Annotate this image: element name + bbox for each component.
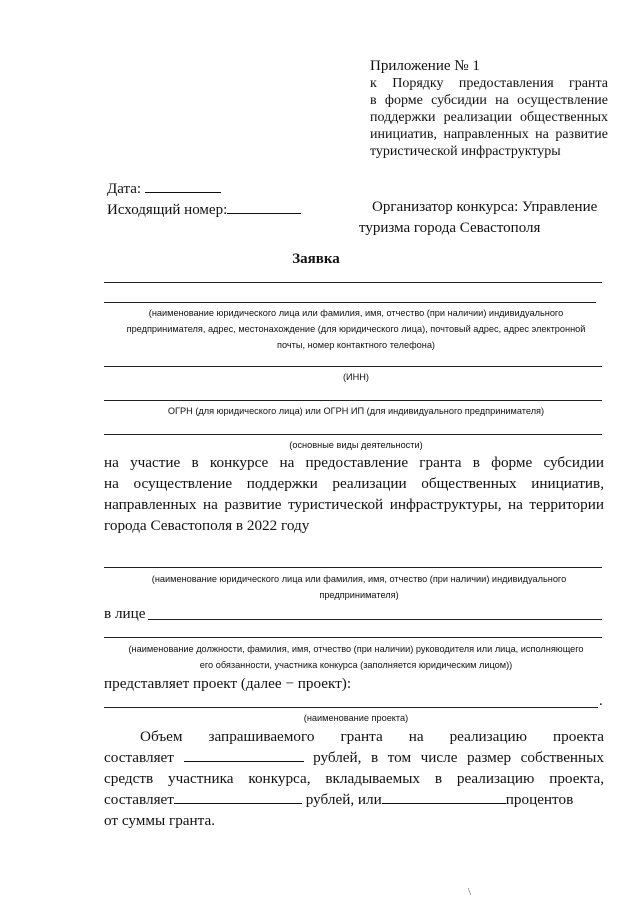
outgoing-number-blank[interactable] — [227, 199, 301, 214]
text-fragment: составляет — [104, 791, 174, 808]
outgoing-number-field — [107, 199, 301, 219]
caption-line: (наименование юридического лица или фамилия, имя, отчество (при наличии) индивидуального — [151, 574, 567, 584]
project-name-blank-line[interactable] — [104, 707, 598, 708]
paragraph-line: Объем запрашиваемого гранта на реализацию проекта — [140, 728, 604, 745]
activities-caption: (основные виды деятельности) — [289, 440, 423, 450]
organizer-line-1: Организатор конкурса: Управление — [372, 199, 598, 215]
text-fragment: рублей, или — [305, 791, 382, 808]
paragraph-line: от суммы гранта. — [104, 812, 216, 829]
appendix-line: в форме субсидии на осуществление — [370, 93, 608, 108]
caption-line: предпринимателя, адрес, местонахождение (для юридического лица), почтовый адрес, адрес электронной — [126, 324, 586, 334]
in-person-blank-line[interactable] — [148, 619, 602, 620]
position-caption — [96, 641, 616, 673]
participant-blank-line[interactable] — [104, 567, 602, 568]
caption-line: его обязанности, участника конкурса (заполняется юридическим лицом)) — [199, 660, 513, 670]
in-person-label: в лице — [104, 605, 146, 622]
text-fragment: составляет — [104, 749, 174, 766]
activities-blank-line[interactable] — [104, 434, 602, 435]
appendix-block — [370, 58, 608, 160]
date-label: Дата: — [107, 181, 142, 197]
appendix-line: инициатив, направленных на развитие — [370, 127, 608, 142]
inn-blank-line[interactable] — [104, 366, 602, 367]
position-blank-line[interactable] — [104, 637, 602, 638]
applicant-blank-line[interactable] — [104, 282, 602, 283]
paragraph-line — [104, 747, 604, 768]
date-blank[interactable] — [145, 178, 221, 193]
ogrn-blank-line[interactable] — [104, 400, 602, 401]
appendix-line: туристической инфраструктуры — [370, 144, 561, 159]
document-title: Заявка — [292, 251, 340, 267]
own-funds-blank[interactable] — [174, 789, 302, 804]
caption-line: почты, номер контактного телефона) — [277, 340, 435, 350]
appendix-line: поддержки реализации общественных — [370, 110, 608, 125]
caption-line: (наименование должности, фамилия, имя, отчество (при наличии) руководителя или лица, исполняющего — [128, 644, 584, 654]
presents-project-label: представляет проект (далее − проект): — [104, 675, 352, 692]
period-mark: . — [599, 693, 603, 709]
paragraph-line: на осуществление поддержки реализации общественных инициатив, — [104, 475, 604, 492]
paragraph-line: на участие в конкурсе на предоставление гранта в форме субсидии — [104, 454, 604, 471]
percent-blank[interactable] — [382, 789, 506, 804]
appendix-line: к Порядку предоставления гранта — [370, 76, 608, 91]
applicant-blank-line[interactable] — [104, 302, 596, 303]
applicant-caption — [96, 305, 616, 353]
paragraph-line — [104, 789, 604, 810]
grant-amount-blank[interactable] — [184, 747, 304, 762]
inn-caption: (ИНН) — [343, 372, 369, 382]
participant-caption — [104, 571, 614, 603]
ogrn-caption: ОГРН (для юридического лица) или ОГРН ИП (для индивидуального предпринимателя) — [167, 406, 545, 416]
participation-paragraph — [104, 452, 604, 536]
outgoing-number-label: Исходящий номер: — [107, 202, 228, 218]
project-name-caption: (наименование проекта) — [303, 713, 409, 723]
paragraph-line: города Севастополя в 2022 году — [104, 517, 310, 534]
grant-volume-paragraph — [104, 726, 604, 831]
text-fragment: процентов — [505, 791, 574, 808]
appendix-title: Приложение № 1 — [370, 58, 480, 74]
scan-mark: \ — [468, 886, 472, 898]
caption-line: предпринимателя) — [319, 590, 399, 600]
paragraph-line: направленных на развитие туристической инфраструктуры, на территории — [104, 496, 604, 513]
paragraph-line: средств участника конкурса, вкладываемых в реализацию проекта, — [104, 770, 604, 787]
date-field — [107, 178, 221, 198]
organizer-line-2: туризма города Севастополя — [359, 220, 541, 236]
caption-line: (наименование юридического лица или фамилия, имя, отчество (при наличии) индивидуального — [148, 308, 564, 318]
text-fragment: рублей, в том числе размер собственных — [313, 749, 604, 766]
